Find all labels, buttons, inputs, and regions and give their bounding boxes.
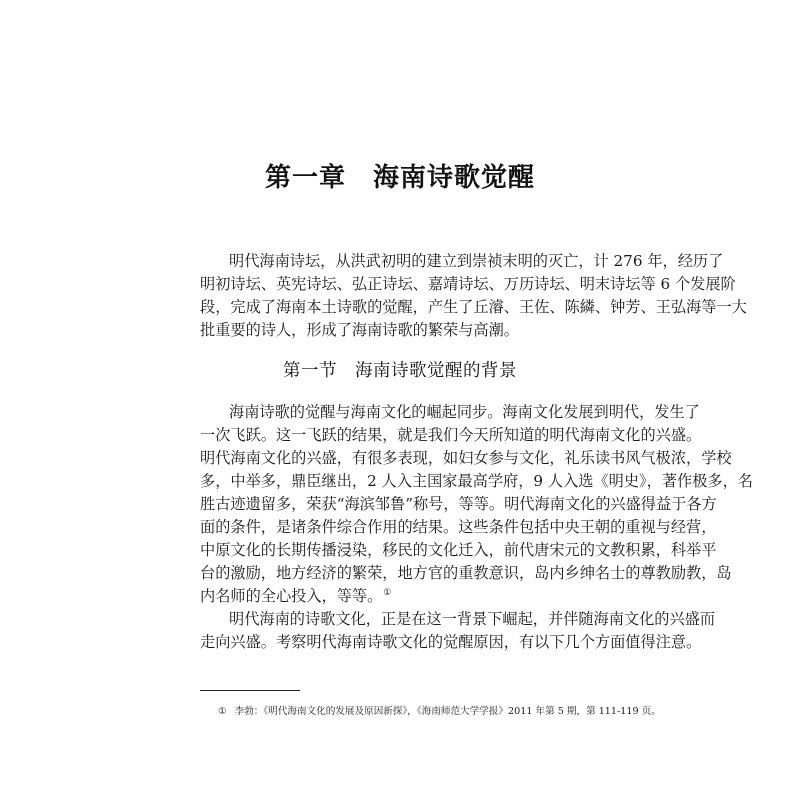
intro-line: 段，完成了海南本土诗歌的觉醒，产生了丘濬、王佐、陈繗、钟芳、王弘海等一大: [200, 298, 747, 316]
body-line: 中原文化的长期传播浸染，移民的文化迁入，前代唐宋元的文教积累，科举平: [200, 541, 717, 559]
body-line: 台的激励，地方经济的繁荣，地方官的重教意识，岛内乡绅名士的尊教励教，岛: [200, 564, 732, 582]
body-line: 走向兴盛。考察明代海南诗歌文化的觉醒原因，有以下几个方面值得注意。: [200, 633, 702, 651]
body-line: 明代海南文化的兴盛，有很多表现，如妇女参与文化，礼乐读书风气极浓，学校: [200, 449, 732, 467]
footnote-mark: ①: [218, 706, 227, 717]
intro-line: 批重要的诗人，形成了海南诗歌的繁荣与高潮。: [200, 321, 519, 339]
body-line: 一次飞跃。这一飞跃的结果，就是我们今天所知道的明代海南文化的兴盛。: [200, 426, 702, 444]
footnote-divider: [200, 690, 300, 691]
body-line-last: [200, 587, 391, 605]
footnote: [218, 706, 661, 718]
body-line-text: 内名师的全心投入，等等。: [200, 587, 383, 605]
body-line: 海南诗歌的觉醒与海南文化的崛起同步。海南文化发展到明代，发生了: [229, 403, 700, 421]
body-line: 明代海南的诗歌文化，正是在这一背景下崛起，并伴随海南文化的兴盛而: [229, 610, 715, 628]
body-line: 面的条件，是诸条件综合作用的结果。这些条件包括中央王朝的重视与经营，: [200, 518, 717, 536]
section-title: 第一节 海南诗歌觉醒的背景: [283, 361, 517, 381]
chapter-title: 第一章 海南诗歌觉醒: [264, 163, 535, 193]
body-line: 多，中举多，鼎臣继出，2 人入主国家最高学府，9 人入选《明史》，著作极多，名: [200, 472, 753, 490]
intro-line: 明代海南诗坛，从洪武初明的建立到崇祯末明的灭亡，计 276 年，经历了: [229, 252, 724, 270]
footnote-reference[interactable]: ①: [383, 588, 392, 598]
footnote-text: 李勃：《明代海南文化的发展及原因新探》，《海南师范大学学报》2011 年第 5 期，第 111-119 页。: [234, 706, 661, 717]
intro-line: 明初诗坛、英宪诗坛、弘正诗坛、嘉靖诗坛、万历诗坛、明末诗坛等 6 个发展阶: [200, 275, 736, 293]
body-line: 胜古迹遗留多，荣获“海滨邹鲁”称号，等等。明代海南文化的兴盛得益于各方: [200, 495, 717, 513]
